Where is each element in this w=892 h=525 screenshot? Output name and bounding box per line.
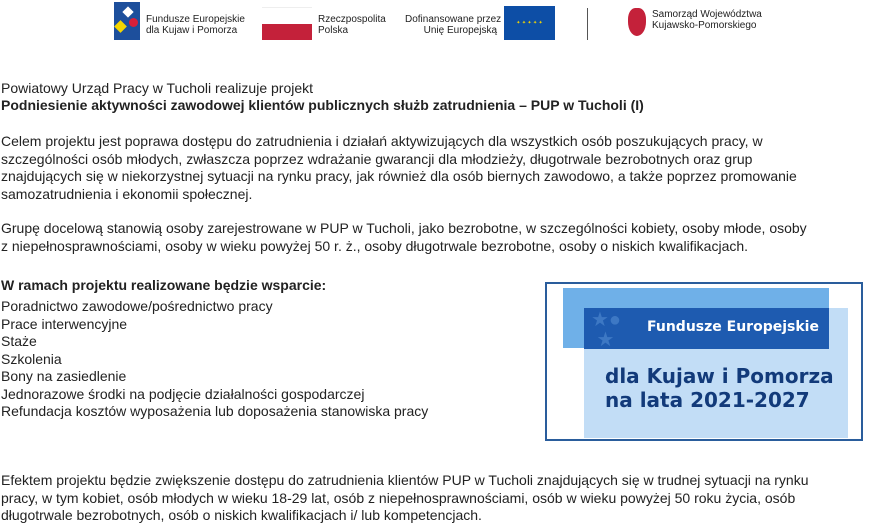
text-line: samozatrudnienia i ekonomii społecznej. [1,185,253,202]
sw-logo-text [652,9,762,31]
target-paragraph [1,220,807,255]
text-line: Grupę docelową stanowią osoby zarejestrowane w PUP w Tucholi, jako bezrobotne, w szczególności kobiety, osoby młode, osoby [1,220,807,236]
support-heading: W ramach projektu realizowane będzie wsparcie: [1,277,327,293]
list-item: Jednorazowe środki na podjęcie działalności gospodarczej [1,385,365,402]
text-line: Celem projektu jest poprawa dostępu do zatrudnienia i działań aktywizujących dla wszystkich osób poszukujących pracy, w [1,133,763,149]
list-item: Refundacja kosztów wyposażenia lub doposażenia stanowiska pracy [1,403,429,419]
list-item: Staże [1,333,37,349]
text-line: szczególności osób młodych, zwłaszcza poprzez wdrażanie gwarancji dla młodzieży, długotrwale bezrobotnych oraz grup [1,150,753,167]
logo-line: Rzeczpospolita [318,14,386,25]
region-crest-icon [628,8,646,36]
stars-icon: ★● ★ [591,309,622,351]
intro-text: Powiatowy Urząd Pracy w Tucholi realizuje projekt [1,80,314,96]
effect-paragraph [1,472,809,525]
banner-top: Fundusze Europejskie [647,319,819,335]
text-line: długotrwale bezrobotnych, osób o niskich kwalifikacjach i/ lub kompetencjach. [1,507,482,523]
logo-line: Unię Europejską [423,25,497,36]
fe-logo-icon [114,2,140,40]
logo-line: dla Kujaw i Pomorza [146,25,238,36]
support-list [1,298,428,421]
goal-paragraph [1,133,797,203]
fe-logo-text [146,14,245,36]
pl-flag-icon [262,7,312,39]
text-line: pracy, w tym kobiet, osób młodych w wieku 18-29 lat, osób z niepełnosprawnościami, osób w wieku powyżej 50 roku życia, osób [1,489,796,506]
text-line: Efektem projektu będzie zwiększenie dostępu do zatrudnienia klientów PUP w Tucholi znajdujących się w trudnej sytuacji na rynku [1,472,809,488]
project-title: Podniesienie aktywności zawodowej klientów publicznych służb zatrudnienia – PUP w Tucholi (I) [1,97,644,113]
logo-line: Kujawsko-Pomorskiego [652,20,757,31]
rp-logo-text [318,14,386,36]
divider [587,8,588,40]
list-item: Prace interwencyjne [1,315,128,332]
logo-line: Dofinansowane przez [405,14,502,25]
banner-line: dla Kujaw i Pomorza [605,364,834,388]
banner-line: na lata 2021-2027 [605,388,810,412]
logo-line: Polska [318,25,349,36]
text-line: z niepełnosprawnościami, osoby w wieku powyżej 50 r. ż., osoby długotrwale bezrobotne, osoby o niskich kwalifikacjach. [1,237,749,254]
list-item: Bony na zasiedlenie [1,368,127,384]
logo-line: Samorząd Województwa [652,9,762,20]
fe-banner [545,282,863,441]
list-item: Szkolenia [1,350,62,367]
list-item: Poradnictwo zawodowe/pośrednictwo pracy [1,298,273,314]
logo-line: Fundusze Europejskie [146,14,245,25]
ue-logo-text [405,14,502,36]
eu-flag-icon: ✦ ✦ ✦ ✦ ✦ [504,6,555,40]
banner-text [605,364,834,412]
text-line: znajdujących się w niekorzystnej sytuacji na rynku pracy, jak również dla osób biernych zawodowo, a także poprzez promowanie [1,168,797,184]
